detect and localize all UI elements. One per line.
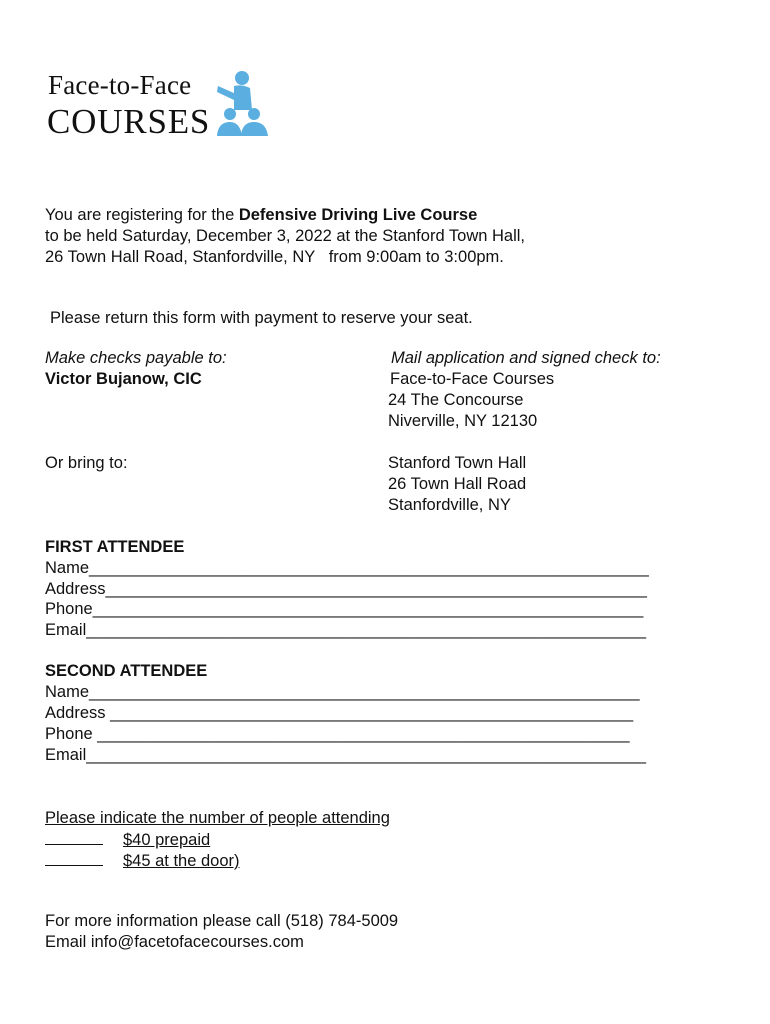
contact-email: Email info@facetofacecourses.com xyxy=(45,933,304,951)
logo-text-top: Face-to-Face xyxy=(48,70,192,100)
prepaid-label: $40 prepaid xyxy=(123,831,211,849)
contact-phone: For more information please call (518) 784-5009 xyxy=(45,912,399,930)
people-training-icon xyxy=(214,70,270,140)
intro-prefix: You are registering for the xyxy=(45,206,239,224)
second-name-field[interactable]: Name____________________________________________________________ xyxy=(45,683,640,701)
mail-line-1: Face-to-Face Courses xyxy=(390,370,555,388)
attendance-prompt: Please indicate the number of people attending xyxy=(45,809,390,827)
return-note: Please return this form with payment to reserve your seat. xyxy=(50,309,473,327)
second-phone-field[interactable]: Phone __________________________________________________________ xyxy=(45,725,630,743)
door-label: $45 at the door) xyxy=(123,852,240,870)
second-attendee-heading: SECOND ATTENDEE xyxy=(45,662,208,680)
second-email-field[interactable]: Email_____________________________________________________________ xyxy=(45,746,647,764)
attendance-option-prepaid xyxy=(45,828,210,851)
first-address-field[interactable]: Address___________________________________________________________ xyxy=(45,580,647,598)
first-phone-field[interactable]: Phone____________________________________________________________ xyxy=(45,600,644,618)
mail-line-3: Niverville, NY 12130 xyxy=(388,412,538,430)
course-name: Defensive Driving Live Course xyxy=(238,206,478,224)
first-name-field[interactable]: Name_____________________________________________________________ xyxy=(45,559,649,577)
door-count-blank[interactable] xyxy=(45,849,103,866)
intro-line-1 xyxy=(45,205,477,226)
mail-label: Mail application and signed check to: xyxy=(391,349,661,367)
attendance-option-door xyxy=(45,849,240,872)
bring-line-1: Stanford Town Hall xyxy=(388,454,527,472)
intro-line-3: 26 Town Hall Road, Stanfordville, NY from 9:00am to 3:00pm. xyxy=(45,248,504,266)
bring-label: Or bring to: xyxy=(45,454,128,472)
bring-line-2: 26 Town Hall Road xyxy=(388,475,527,493)
intro-line-2: to be held Saturday, December 3, 2022 at the Stanford Town Hall, xyxy=(45,227,526,245)
checks-label: Make checks payable to: xyxy=(45,349,227,367)
first-email-field[interactable]: Email_____________________________________________________________ xyxy=(45,621,647,639)
checks-payee: Victor Bujanow, CIC xyxy=(45,370,202,388)
bring-line-3: Stanfordville, NY xyxy=(388,496,511,514)
mail-line-2: 24 The Concourse xyxy=(388,391,524,409)
first-attendee-heading: FIRST ATTENDEE xyxy=(45,538,185,556)
prepaid-count-blank[interactable] xyxy=(45,828,103,845)
second-address-field[interactable]: Address _________________________________________________________ xyxy=(45,704,634,722)
logo-text-bottom: COURSES xyxy=(47,102,211,141)
